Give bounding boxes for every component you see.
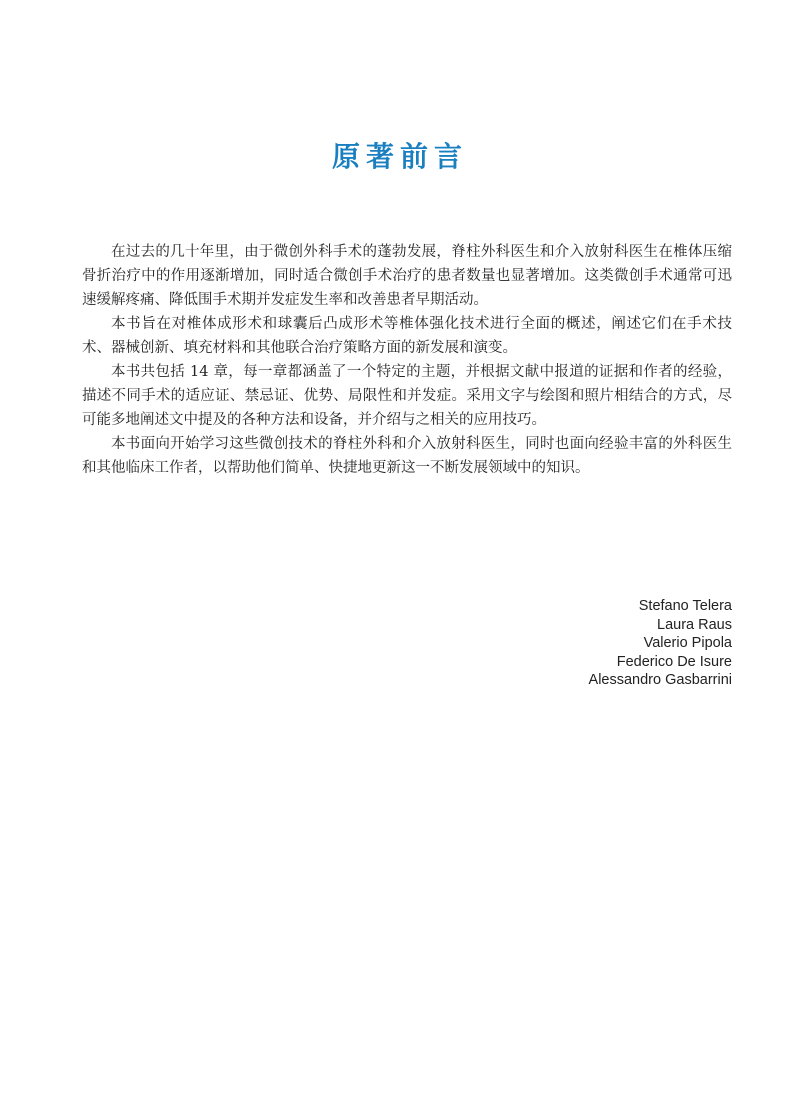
author-signatures bbox=[589, 597, 732, 690]
author-name: Federico De Isure bbox=[616, 653, 732, 670]
author-name: Laura Raus bbox=[657, 616, 732, 633]
preface-paragraph-3: 本书共包括 14 章，每一章都涵盖了一个特定的主题，并根据文献中报道的证据和作者的经验，描述不同手术的适应证、禁忌证、优势、局限性和并发症。采用文字与绘图和照片相结合的方式，尽可能多地阐述文中提及的各种方法和设备，并介绍与之相关的应用技巧。 bbox=[82, 364, 732, 428]
page-title: 原著前言 bbox=[331, 140, 468, 173]
author-name: Valerio Pipola bbox=[643, 635, 732, 651]
preface-body bbox=[82, 240, 732, 480]
preface-paragraph-4: 本书面向开始学习这些微创技术的脊柱外科和介入放射科医生，同时也面向经验丰富的外科医生和其他临床工作者，以帮助他们简单、快捷地更新这一不断发展领域中的知识。 bbox=[82, 436, 732, 476]
preface-paragraph-1: 在过去的几十年里，由于微创外科手术的蓬勃发展，脊柱外科医生和介入放射科医生在椎体压缩骨折治疗中的作用逐渐增加，同时适合微创手术治疗的患者数量也显著增加。这类微创手术通常可迅速缓解疼痛、降低围手术期并发症发生率和改善患者早期活动。 bbox=[82, 244, 732, 308]
preface-paragraph-2: 本书旨在对椎体成形术和球囊后凸成形术等椎体强化技术进行全面的概述，阐述它们在手术技术、器械创新、填充材料和其他联合治疗策略方面的新发展和演变。 bbox=[82, 316, 732, 356]
author-name: Stefano Telera bbox=[638, 598, 732, 614]
author-name: Alessandro Gasbarrini bbox=[588, 672, 732, 688]
